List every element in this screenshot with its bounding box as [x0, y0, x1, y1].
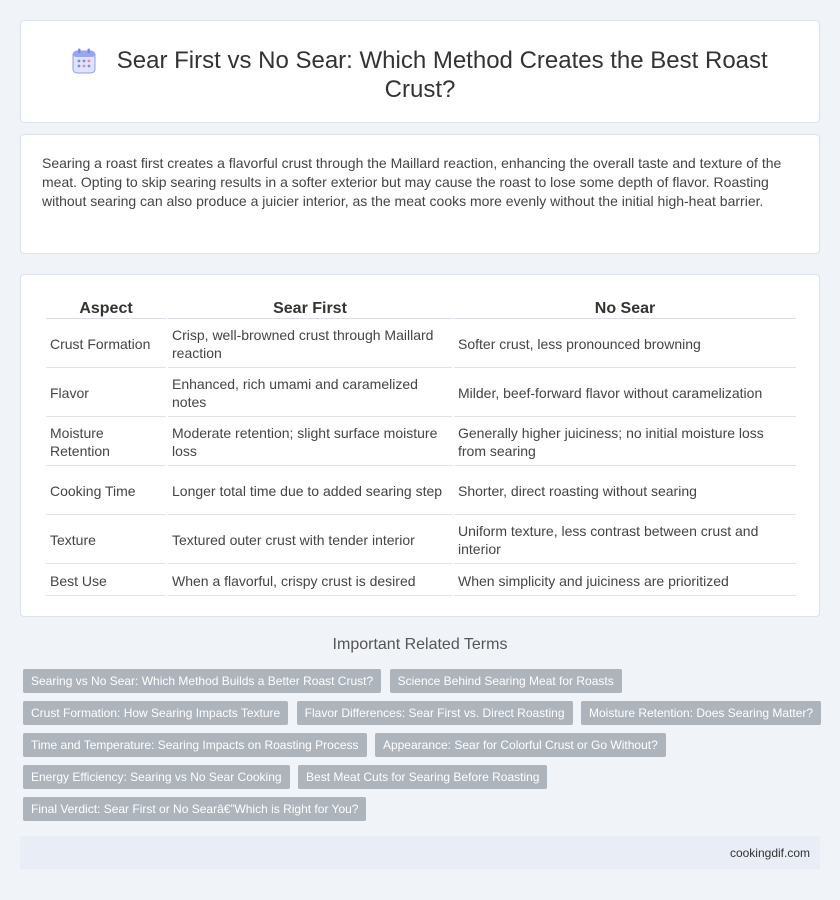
- related-tag[interactable]: Moisture Retention: Does Searing Matter?: [581, 701, 821, 725]
- cell-no-sear: Generally higher juiciness; no initial moisture loss from searing: [454, 419, 796, 466]
- related-tag[interactable]: Final Verdict: Sear First or No Searâ€”Which is Right for You?: [23, 797, 366, 821]
- cell-no-sear: When simplicity and juiciness are prioritized: [454, 566, 796, 596]
- cell-sear-first: When a flavorful, crispy crust is desired: [168, 566, 452, 596]
- footer-site[interactable]: cookingdif.com: [729, 846, 810, 860]
- table-row: [46, 370, 796, 417]
- cell-no-sear: Softer crust, less pronounced browning: [454, 321, 796, 368]
- tag-row: [23, 701, 823, 733]
- table-row: [46, 321, 796, 368]
- tag-row: [23, 765, 823, 797]
- related-tag[interactable]: Flavor Differences: Sear First vs. Direct Roasting: [297, 701, 573, 725]
- cell-aspect: Cooking Time: [46, 468, 166, 515]
- cell-no-sear: Uniform texture, less contrast between crust and interior: [454, 517, 796, 564]
- tag-row: [23, 797, 823, 829]
- footer: [20, 836, 820, 869]
- cell-aspect: Moisture Retention: [46, 419, 166, 466]
- tag-row: [23, 669, 823, 701]
- header-sear-first: Sear First: [168, 297, 452, 319]
- tag-row: [23, 733, 823, 765]
- cell-no-sear: Milder, beef-forward flavor without caramelization: [454, 370, 796, 417]
- header-aspect: Aspect: [46, 297, 166, 319]
- cell-aspect: Best Use: [46, 566, 166, 596]
- cell-sear-first: Crisp, well-browned crust through Maillard reaction: [168, 321, 452, 368]
- related-tag[interactable]: Time and Temperature: Searing Impacts on Roasting Process: [23, 733, 367, 757]
- calendar-icon: [72, 48, 96, 74]
- related-tag[interactable]: Appearance: Sear for Colorful Crust or Go Without?: [375, 733, 666, 757]
- intro-paragraph: Searing a roast first creates a flavorful crust through the Maillard reaction, enhancing the overall taste and texture of the meat. Opting to skip searing results in a softer exterior but may cause the roast to lose some depth of flavor. Roasting without searing can also produce a juicier interior, as the meat cooks more evenly without the initial high-heat barrier.: [42, 155, 782, 209]
- page-title: Sear First vs No Sear: Which Method Creates the Best Roast Crust?: [116, 47, 768, 103]
- table-row: [46, 517, 796, 564]
- related-tag[interactable]: Crust Formation: How Searing Impacts Texture: [23, 701, 288, 725]
- table-row: [46, 566, 796, 596]
- title-wrap: [21, 46, 819, 104]
- related-tag[interactable]: Energy Efficiency: Searing vs No Sear Cooking: [23, 765, 290, 789]
- cell-sear-first: Longer total time due to added searing step: [168, 468, 452, 515]
- table-row: [46, 468, 796, 515]
- table-row: [46, 419, 796, 466]
- related-terms-heading: Important Related Terms: [332, 636, 508, 653]
- intro-card: [20, 134, 820, 254]
- cell-sear-first: Enhanced, rich umami and caramelized notes: [168, 370, 452, 417]
- cell-aspect: Crust Formation: [46, 321, 166, 368]
- cell-no-sear: Shorter, direct roasting without searing: [454, 468, 796, 515]
- cell-aspect: Texture: [46, 517, 166, 564]
- cell-sear-first: Moderate retention; slight surface moisture loss: [168, 419, 452, 466]
- comparison-table: [44, 295, 798, 598]
- header-card: [20, 20, 820, 123]
- header-no-sear: No Sear: [454, 297, 796, 319]
- related-tag[interactable]: Science Behind Searing Meat for Roasts: [390, 669, 622, 693]
- related-tags: [23, 669, 823, 829]
- related-tag[interactable]: Best Meat Cuts for Searing Before Roasting: [298, 765, 547, 789]
- table-header-row: [46, 297, 796, 319]
- comparison-card: [20, 274, 820, 617]
- cell-aspect: Flavor: [46, 370, 166, 417]
- related-tag[interactable]: Searing vs No Sear: Which Method Builds a Better Roast Crust?: [23, 669, 381, 693]
- cell-sear-first: Textured outer crust with tender interior: [168, 517, 452, 564]
